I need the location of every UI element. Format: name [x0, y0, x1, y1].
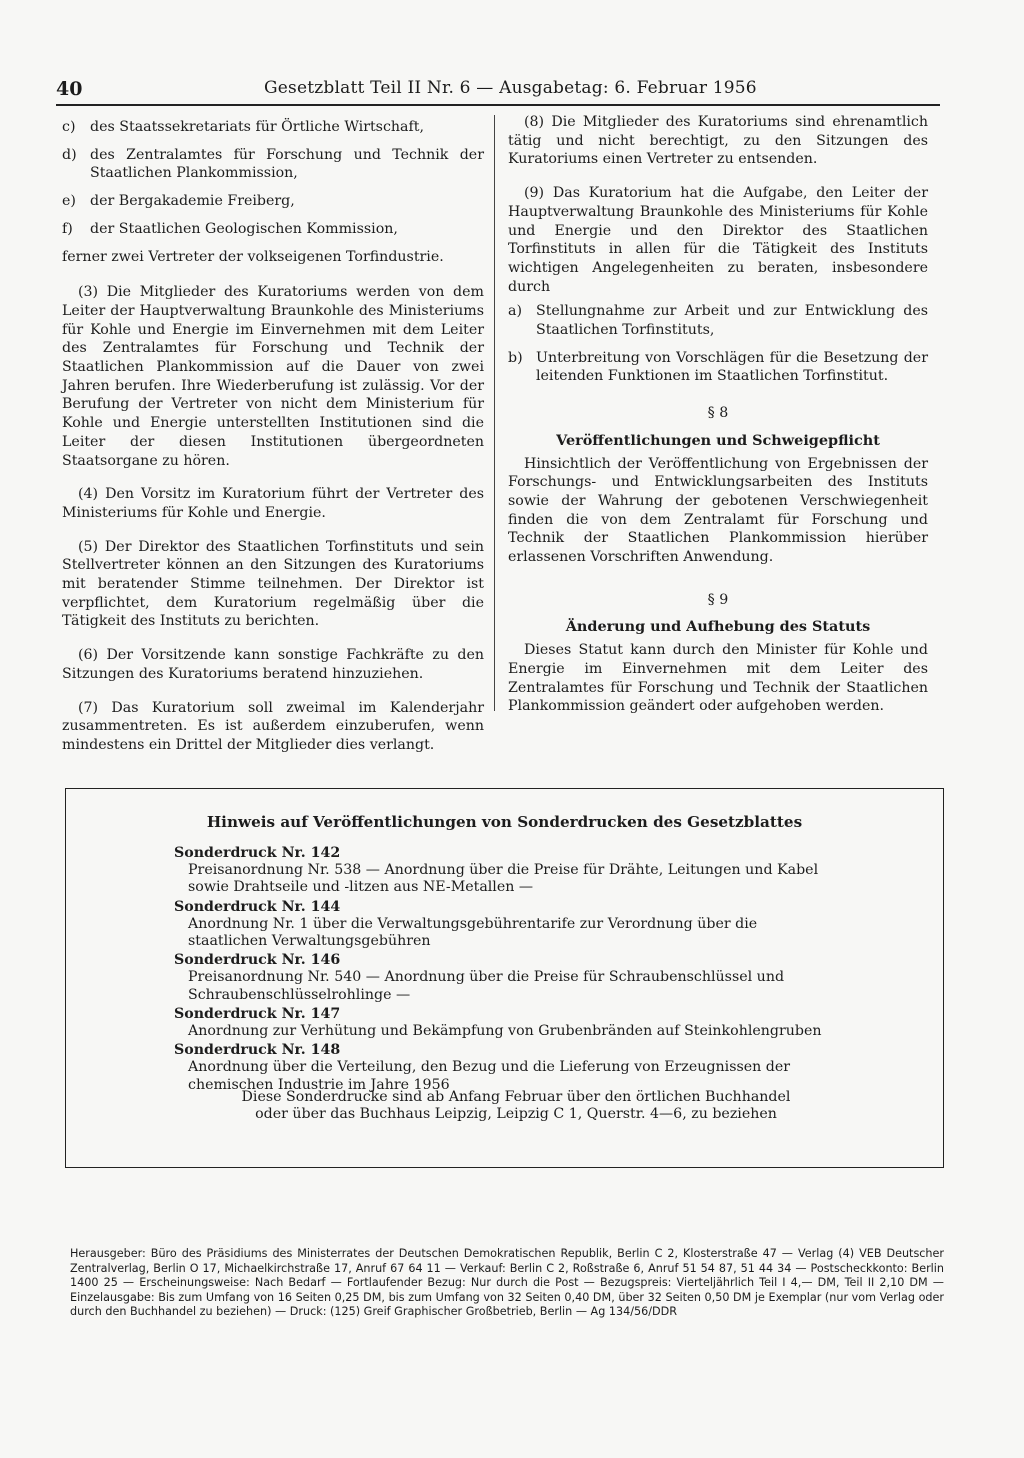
entry-heading: Sonderdruck Nr. 146: [174, 952, 341, 969]
right-column: [508, 113, 928, 731]
paragraph-9: (9) Das Kuratorium hat die Aufgabe, den Leiter der Hauptverwaltung Braunkohle des Ministeriums für Kohle und Energie und den Direktor des Staatlichen Torfinstituts in allen für die Tätigkeit des Instituts wichtigen Angelegenheiten zu beraten, insbesondere durch: [508, 185, 928, 295]
paragraph-7: (7) Das Kuratorium soll zweimal im Kalenderjahr zusammentreten. Es ist außerdem einzuberufen, wenn mindestens ein Drittel der Mitglieder dies verlangt.: [62, 699, 484, 753]
entry-heading: Sonderdruck Nr. 142: [174, 845, 341, 861]
list-item: [62, 220, 484, 239]
list-label: e): [62, 193, 76, 210]
list-item: [508, 302, 928, 339]
entry-heading: Sonderdruck Nr. 144: [174, 898, 341, 915]
list-text: des Staatssekretariats für Örtliche Wirtschaft,: [90, 119, 424, 135]
notice-footer: [196, 1089, 836, 1124]
notice-entry: [174, 1006, 830, 1040]
notice-footer-line: oder über das Buchhaus Leipzig, Leipzig C 1, Querstr. 4—6, zu beziehen: [255, 1106, 777, 1123]
entry-text: Preisanordnung Nr. 538 — Anordnung über die Preise für Drähte, Leitungen und Kabel sowie Drahtseile und -litzen aus NE-Metallen —: [188, 862, 819, 896]
section-9-text: Dieses Statut kann durch den Minister für Kohle und Energie im Einvernehmen mit dem Leiter des Zentralamtes für Forschung und Technik der Staatlichen Plankommission geändert oder aufgehoben werden.: [508, 642, 928, 715]
list-text: Unterbreitung von Vorschlägen für die Besetzung der leitenden Funktionen im Staatlichen Torfinstitut.: [536, 349, 928, 385]
notice-title: Hinweis auf Veröffentlichungen von Sonderdrucken des Gesetzblattes: [206, 813, 803, 831]
header-rule: [56, 104, 940, 106]
notice-footer-line: Diese Sonderdrucke sind ab Anfang Februar über den örtlichen Buchhandel: [241, 1089, 791, 1105]
notice-entries: [174, 845, 830, 1096]
gazette-title: Gesetzblatt Teil II Nr. 6 — Ausgabetag: 6. Februar 1956: [264, 78, 757, 98]
column-divider: [494, 115, 495, 711]
notice-entry: [174, 952, 830, 1004]
section-8-text: Hinsichtlich der Veröffentlichung von Ergebnissen der Forschungs- und Entwicklungsarbeiten des Instituts sowie der Wahrung der gebotenen Verschwiegenheit finden die von dem Zentralamt für Forschung und Technik der Staatlichen Plankommission hierüber erlassenen Vorschriften Anwendung.: [508, 455, 928, 566]
page-number: 40: [56, 78, 83, 100]
list-text: der Bergakademie Freiberg,: [90, 193, 295, 210]
list-item: [62, 146, 484, 183]
notice-entry: [174, 845, 830, 897]
section-8-title: Veröffentlichungen und Schweigepflicht: [556, 431, 880, 449]
paragraph-8: (8) Die Mitglieder des Kuratoriums sind ehrenamtlich tätig und nicht berechtigt, zu den Sitzungen des Kuratoriums einen Vertreter zu entsenden.: [508, 114, 928, 168]
notice-entry: [174, 1042, 830, 1094]
section-8-number: § 8: [707, 405, 729, 422]
section-9-number: § 9: [707, 591, 729, 608]
list-item: [508, 349, 928, 386]
list-tail: ferner zwei Vertreter der volkseigenen Torfindustrie.: [62, 248, 444, 265]
list-label: a): [508, 303, 522, 320]
list-text: Stellungnahme zur Arbeit und zur Entwicklung des Staatlichen Torfinstituts,: [536, 303, 928, 339]
entry-heading: Sonderdruck Nr. 148: [174, 1042, 341, 1059]
paragraph-5: (5) Der Direktor des Staatlichen Torfinstituts und sein Stellvertreter können an den Sitzungen des Kuratoriums mit beratender Stimme teilnehmen. Der Direktor ist verpflichtet, dem Kuratorium regelmäßig über die Tätigkeit des Instituts zu berichten.: [62, 538, 484, 630]
entry-text: Anordnung Nr. 1 über die Verwaltungsgebührentarife zur Verordnung über die staatlichen Verwaltungsgebühren: [188, 915, 758, 950]
entry-text: Anordnung über die Verteilung, den Bezug und die Lieferung von Erzeugnissen der chemischen Industrie im Jahre 1956: [188, 1059, 791, 1093]
left-column: [62, 118, 484, 770]
entry-text: Preisanordnung Nr. 540 — Anordnung über die Preise für Schraubenschlüssel und Schraubenschlüsselrohlinge —: [188, 969, 785, 1003]
list-item: [62, 192, 484, 211]
list-label: d): [62, 146, 77, 163]
paragraph-4: (4) Den Vorsitz im Kuratorium führt der Vertreter des Ministeriums für Kohle und Energie.: [62, 486, 484, 521]
entry-heading: Sonderdruck Nr. 147: [174, 1005, 341, 1022]
publisher-imprint: Herausgeber: Büro des Präsidiums des Ministerrates der Deutschen Demokratischen Republik, Berlin C 2, Klosterstraße 47 — Verlag (4) VEB Deutscher Zentralverlag, Berlin O 17, Michaelkirchstraße 17, Anruf 67 64 11 — Verkauf: Berlin C 2, Roßstraße 6, Anruf 51 54 87, 51 44 34 — Postscheckkonto: Berlin 1400 25 — Erscheinungsweise: Nach Bedarf — Fortlaufender Bezug: Nur durch die Post — Bezugspreis: Vierteljährlich Teil I 4,— DM, Teil II 2,10 DM — Einzelausgabe: Bis zum Umfang von 16 Seiten 0,25 DM, bis zum Umfang von 32 Seiten 0,40 DM, über 32 Seiten 0,50 DM je Exemplar (nur vom Verlag oder durch den Buchhandel zu beziehen) — Druck: (125) Greif Graphischer Großbetrieb, Berlin — Ag 134/56/DDR: [70, 1247, 944, 1319]
list-text: der Staatlichen Geologischen Kommission,: [90, 220, 398, 237]
list-label: b): [508, 349, 523, 366]
list-text: des Zentralamtes für Forschung und Technik der Staatlichen Plankommission,: [90, 146, 484, 182]
entry-text: Anordnung zur Verhütung und Bekämpfung von Grubenbränden auf Steinkohlengruben: [188, 1023, 822, 1040]
page-header: [56, 78, 940, 102]
notice-entry: [174, 899, 830, 951]
sonderdruck-notice-box: [65, 788, 944, 1168]
section-9-title: Änderung und Aufhebung des Statuts: [565, 618, 871, 636]
list-item: [62, 118, 484, 137]
list-label: f): [62, 220, 73, 237]
paragraph-3: (3) Die Mitglieder des Kuratoriums werden von dem Leiter der Hauptverwaltung Braunkohle des Ministeriums für Kohle und Energie im Einvernehmen mit dem Leiter des Zentralamtes für Forschung und Technik der Staatlichen Plankommission auf die Dauer von zwei Jahren berufen. Ihre Wiederberufung ist zulässig. Vor der Berufung der Vertreter von nicht dem Ministerium für Kohle und Energie unterstellten Institutionen sind die Leiter der diesen Institutionen übergeordneten Staatsorgane zu hören.: [62, 284, 484, 469]
paragraph-6: (6) Der Vorsitzende kann sonstige Fachkräfte zu den Sitzungen des Kuratoriums beratend hinzuziehen.: [62, 647, 484, 682]
list-label: c): [62, 119, 76, 135]
